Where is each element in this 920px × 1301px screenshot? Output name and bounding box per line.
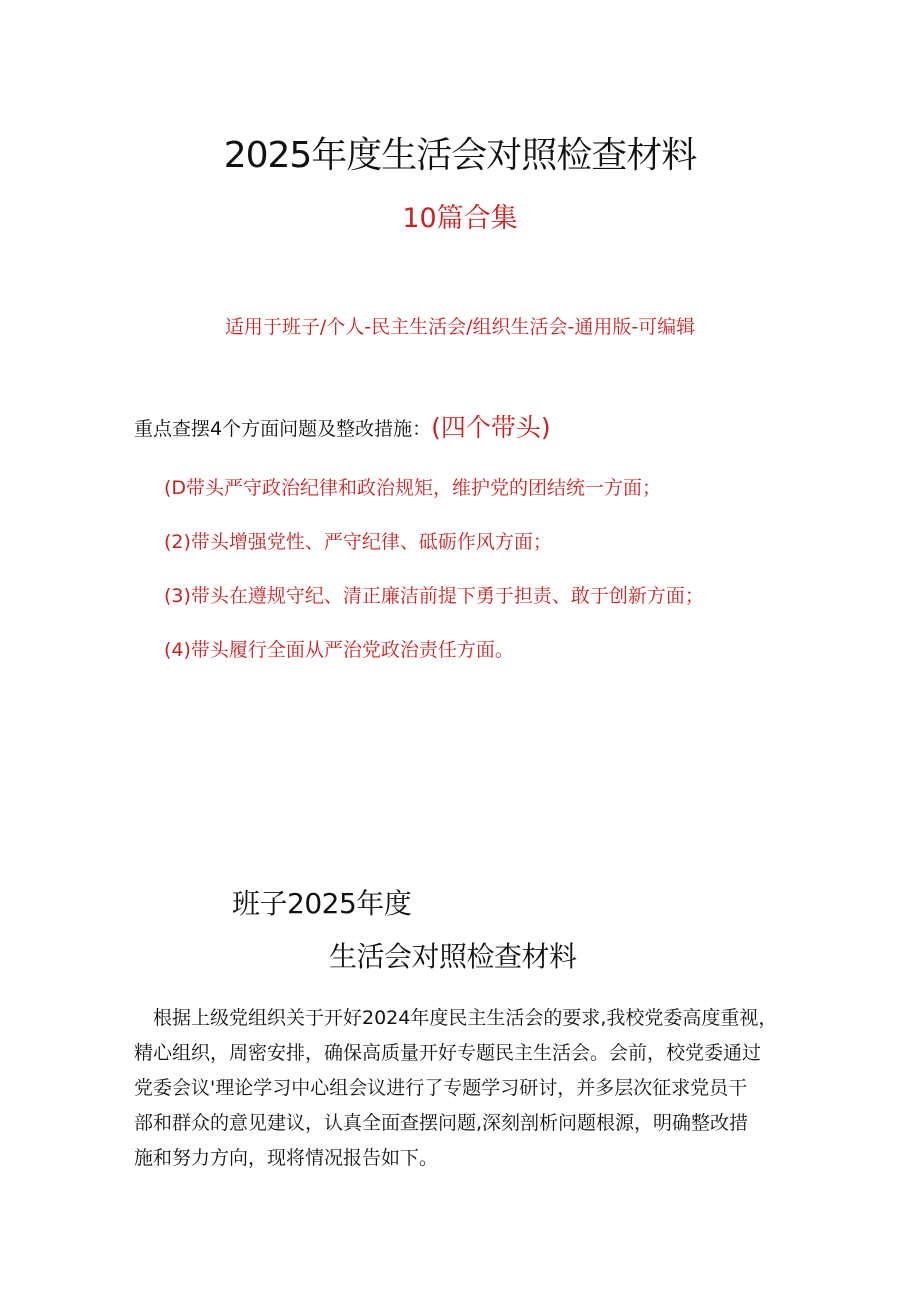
- intro-paragraph: [134, 1001, 806, 1176]
- focus-highlight: (四个带头): [431, 413, 551, 442]
- document-subtitle: 10篇合集: [402, 203, 518, 234]
- focus-item-2: (2)带头增强党性、严守纪律、砥砺作风方面；: [164, 531, 552, 553]
- focus-item-3: (3)带头在遵规守纪、清正廉洁前提下勇于担责、敢于创新方面；: [164, 585, 704, 607]
- focus-item-1: (D带头严守政治纪律和政治规矩，维护党的团结统一方面；: [164, 477, 662, 499]
- paragraph-line: 根据上级党组织关于开好2024年度民主生活会的要求,我校党委高度重视，: [153, 1007, 778, 1029]
- paragraph-line: 党委会议'理论学习中心组会议进行了专题学习研讨，并多层次征求党员干: [134, 1077, 748, 1099]
- applicability-note: 适用于班子/个人-民主生活会/组织生活会-通用版-可编辑: [224, 316, 696, 338]
- document-title: 2025年度生活会对照检查材料: [223, 135, 697, 176]
- paragraph-line: 施和努力方向，现将情况报告如下。: [134, 1147, 439, 1169]
- paragraph-line: 部和群众的意见建议，认真全面查摆问题,深刻剖析问题根源，明确整改措: [134, 1112, 749, 1134]
- section-title-line2: 生活会对照检查材料: [329, 940, 577, 973]
- focus-item-4: (4)带头履行全面从严治党政治责任方面。: [164, 639, 514, 661]
- section-title-line1: 班子2025年度: [232, 887, 412, 920]
- focus-heading: [134, 410, 551, 447]
- focus-label: 重点查摆4个方面问题及整改措施：: [134, 418, 432, 440]
- paragraph-line: 精心组织，周密安排，确保高质量开好专题民主生活会。会前，校党委通过: [134, 1042, 762, 1064]
